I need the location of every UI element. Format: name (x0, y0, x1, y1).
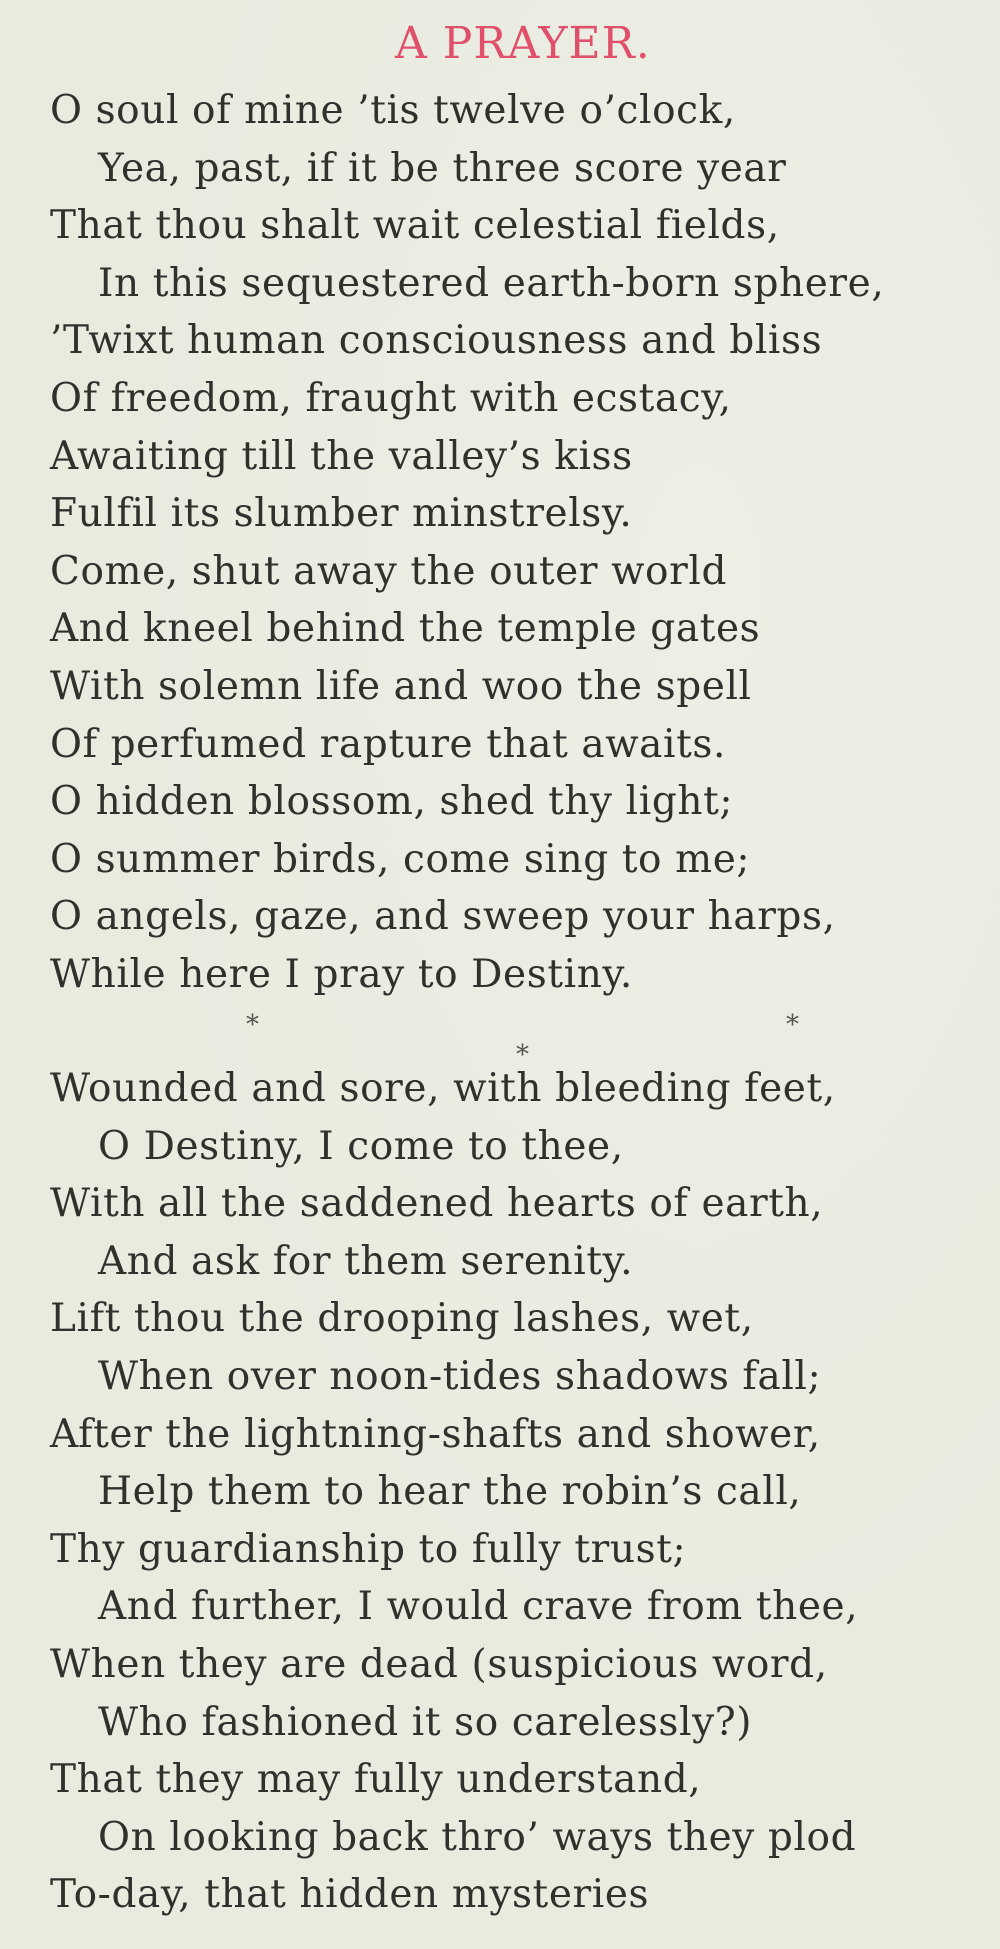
poem-line: When over noon-tides shadows fall; (98, 1353, 822, 1399)
poem-line: And ask for them serenity. (98, 1238, 634, 1284)
poem-line: While here I pray to Destiny. (50, 951, 633, 997)
poem-line: Of perfumed rapture that awaits. (50, 721, 726, 767)
poem-line: That they may fully understand, (50, 1757, 702, 1803)
poem-line: Help them to hear the robin’s call, (98, 1469, 802, 1515)
stanza-one (50, 82, 990, 1089)
stanza-two (50, 1060, 995, 1924)
poem-line: With all the saddened hearts of earth, (50, 1181, 824, 1227)
poem-line: On looking back thro’ ways they plod (98, 1814, 857, 1860)
poem-line: Fulfil its slumber minstrelsy. (50, 491, 633, 537)
poem-line: Wounded and sore, with bleeding feet, (50, 1066, 836, 1111)
poem-line: Awaiting till the valley’s kiss (50, 433, 633, 479)
poem-line: When they are dead (suspicious word, (50, 1641, 828, 1687)
asterisk-ornament: * (516, 1039, 529, 1070)
poem-title: A PRAYER. (395, 18, 651, 69)
poem-line: Yea, past, if it be three score year (98, 145, 787, 191)
poem-line: Of freedom, fraught with ecstacy, (50, 375, 732, 421)
poem-line: After the lightning-shafts and shower, (50, 1411, 821, 1457)
poem-line: Lift thou the drooping lashes, wet, (50, 1296, 754, 1342)
poem-line: Who fashioned it so carelessly?) (98, 1699, 753, 1745)
asterisk-ornament: * (246, 1009, 259, 1040)
poem-line: O angels, gaze, and sweep your harps, (50, 894, 836, 940)
poem-line: With solemn life and woo the spell (50, 663, 752, 709)
poem-line: ’Twixt human consciousness and bliss (50, 318, 823, 364)
asterisk-ornament: * (786, 1009, 799, 1040)
poem-line: O hidden blossom, shed thy light; (50, 779, 734, 825)
poem-line: That thou shalt wait celestial fields, (50, 203, 780, 249)
poem-line: O Destiny, I come to thee, (98, 1123, 624, 1169)
poem-line: In this sequestered earth-born sphere, (98, 260, 885, 306)
poem-line: Come, shut away the outer world (50, 548, 728, 594)
poem-line: And kneel behind the temple gates (50, 606, 761, 652)
poem-line: O summer birds, come sing to me; (50, 836, 751, 882)
poem-line: To-day, that hidden mysteries (50, 1872, 650, 1918)
poem-line: Thy guardianship to fully trust; (50, 1526, 687, 1572)
poem-line: And further, I would crave from thee, (98, 1584, 859, 1630)
poem-line: O soul of mine ’tis twelve o’clock, (50, 88, 736, 133)
